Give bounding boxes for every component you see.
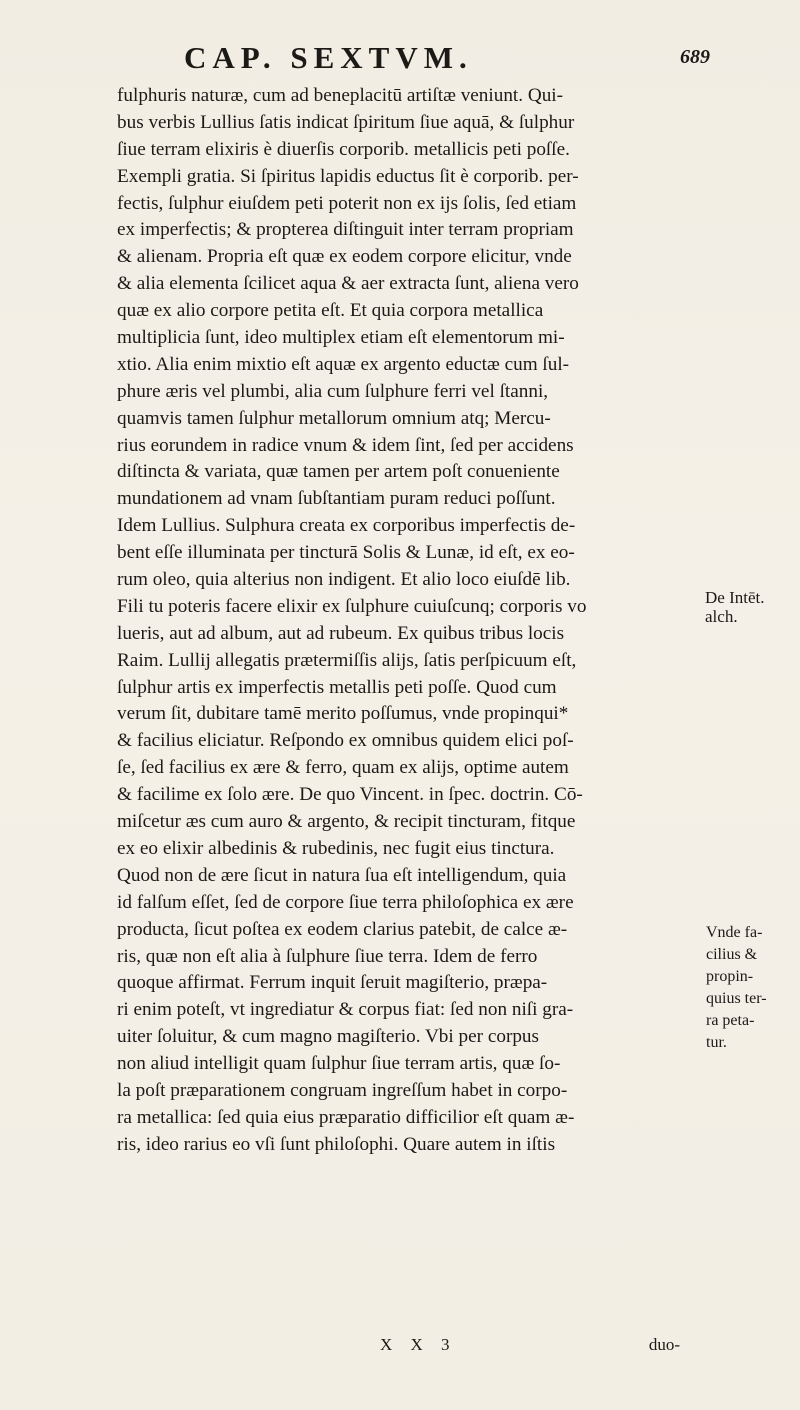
text-line: & alia elementa ſcilicet aqua & aer extracta ſunt, aliena vero [117,273,579,295]
text-line: ex eo elixir albedinis & rubedinis, nec fugit eius tinctura. [117,837,555,859]
page-header [150,40,710,80]
text-line: miſcetur æs cum auro & argento, & recipit tincturam, fitque [117,811,576,833]
text-line: & facilime ex ſolo ære. De quo Vincent. in ſpec. doctrin. Cō- [117,784,583,806]
text-line: Idem Lullius. Sulphura creata ex corporibus imperfectis de- [117,515,576,537]
text-line: id falſum eſſet, ſed de corpore ſiue terra philoſophica ex ære [117,891,574,913]
margin-note-line: Vnde fa- [706,924,763,941]
text-line: xtio. Alia enim mixtio eſt aquæ ex argento eductæ cum ſul- [117,353,570,375]
text-line: bus verbis Lullius ſatis indicat ſpiritum ſiue aquā, & ſulphur [117,111,575,133]
page-footer [380,1335,680,1359]
page-number: 689 [680,46,710,68]
margin-note-citation [705,588,785,626]
margin-note-line: De Intēt. [705,588,765,607]
catchword: duo- [648,1335,680,1354]
running-head: CAP. SEXTVM. [184,40,473,75]
text-line: ex imperfectis; & propterea diſtinguit inter terram propriam [117,219,574,241]
margin-note-line: ra peta- [706,1012,755,1029]
text-line: mundationem ad vnam ſubſtantiam puram reduci poſſunt. [117,488,556,510]
text-line: ra metallica: ſed quia eius præparatio difficilior eſt quam æ- [117,1106,575,1128]
margin-note-line: tur. [706,1034,727,1051]
text-line: Exempli gratia. Si ſpiritus lapidis eductus ſit è corporib. per- [117,165,579,187]
text-line: fectis, ſulphur eiuſdem peti poterit non ex ijs ſolis, ſed etiam [117,192,577,214]
text-line: quæ ex alio corpore petita eſt. Et quia corpora metallica [117,300,544,322]
text-line: verum ſit, dubitare tamē merito poſſumus, vnde propinqui* [117,703,569,725]
text-line: ſiue terram elixiris è diuerſis corporib. metallicis peti poſſe. [117,138,570,160]
text-line: ris, ideo rarius eo vſi ſunt philoſophi. Quare autem in iſtis [117,1133,556,1155]
margin-note-line: quius ter- [706,990,767,1007]
text-line: ſulphur artis ex imperfectis metallis peti poſſe. Quod cum [117,676,557,698]
text-line: lueris, aut ad album, aut ad rubeum. Ex quibus tribus locis [117,622,565,644]
margin-note-line: cilius & [706,946,758,963]
text-line: phure æris vel plumbi, alia cum ſulphure ferri vel ſtanni, [117,380,549,402]
margin-note-summary [706,922,796,1054]
text-line: la poſt præparationem congruam ingreſſum habet in corpo- [117,1079,568,1101]
text-line: uiter ſoluitur, & cum magno magiſterio. Vbi per corpus [117,1026,539,1048]
text-line: Fili tu poteris facere elixir ex ſulphure cuiuſcunq; corporis vo [117,595,587,617]
text-line: ſe, ſed facilius ex ære & ferro, quam ex alijs, optime autem [117,757,569,779]
text-line: producta, ſicut poſtea ex eodem clarius patebit, de calce æ- [117,918,568,940]
text-line: quoque affirmat. Ferrum inquit ſeruit magiſterio, præpa- [117,972,548,994]
text-line: rum oleo, quia alterius non indigent. Et alio loco eiuſdē lib. [117,569,571,591]
text-line: ri enim poteſt, vt ingrediatur & corpus fiat: ſed non niſi gra- [117,999,574,1021]
main-text-block [117,83,677,1159]
text-line: & alienam. Propria eſt quæ ex eodem corpore elicitur, vnde [117,246,572,268]
text-line: multiplicia ſunt, ideo multiplex etiam eſt elementorum mi- [117,327,565,349]
signature-mark: X X 3 [380,1335,457,1354]
text-line: ris, quæ non eſt alia à ſulphure ſiue terra. Idem de ferro [117,945,538,967]
text-line: & facilius eliciatur. Reſpondo ex omnibus quidem elici poſ- [117,730,574,752]
text-line: bent eſſe illuminata per tincturā Solis & Lunæ, id eſt, ex eo- [117,542,575,564]
text-line: rius eorundem in radice vnum & idem ſint, ſed per accidens [117,434,574,456]
margin-note-line: propin- [706,968,754,985]
text-line: non aliud intelligit quam ſulphur ſiue terram artis, quæ ſo- [117,1053,561,1075]
margin-note-line: alch. [705,607,738,626]
text-line: Raim. Lullij allegatis prætermiſſis alijs, ſatis perſpicuum eſt, [117,649,577,671]
text-line: diſtincta & variata, quæ tamen per artem poſt conueniente [117,461,560,483]
text-line: quamvis tamen ſulphur metallorum omnium atq; Mercu- [117,407,551,429]
text-line: Quod non de ære ſicut in natura ſua eſt intelligendum, quia [117,864,567,886]
text-line: fulphuris naturæ, cum ad beneplacitū artiſtæ veniunt. Qui- [117,85,564,106]
